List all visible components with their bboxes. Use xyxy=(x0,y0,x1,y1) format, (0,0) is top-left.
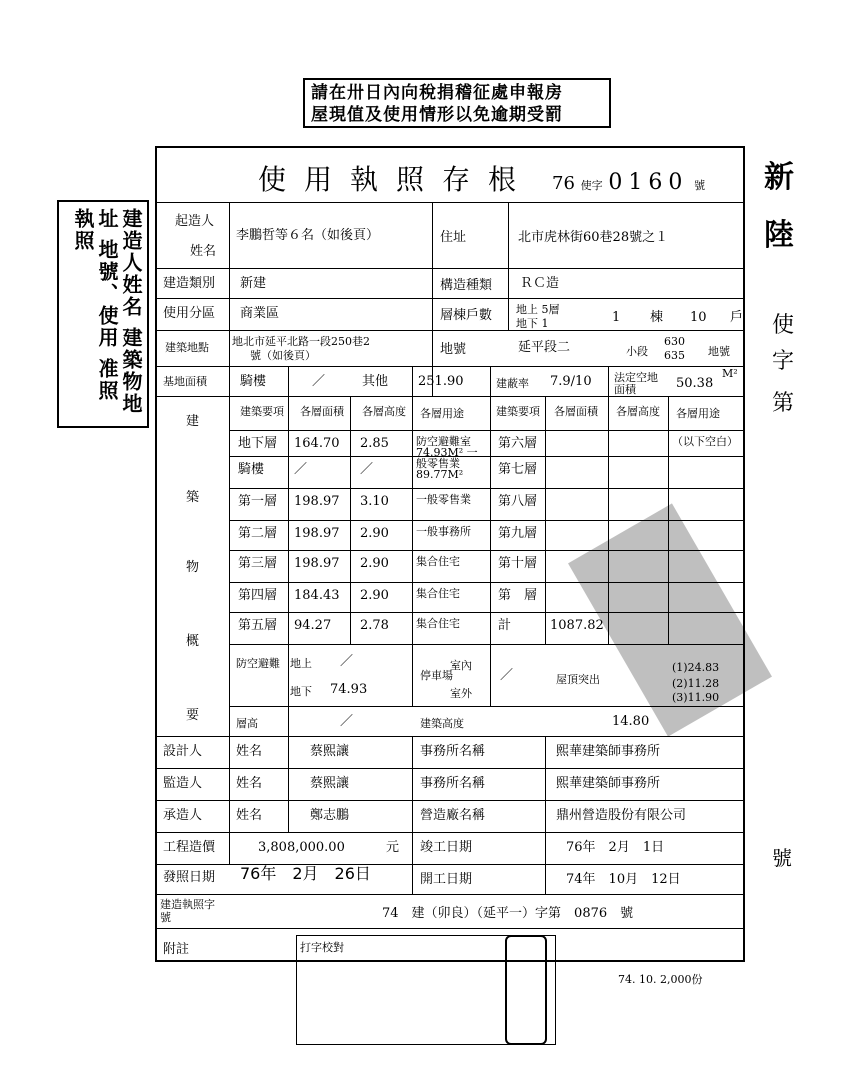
supervisor-name: 蔡熙讓 xyxy=(310,776,350,791)
office-label: 事務所名稱 xyxy=(420,776,486,791)
col-header: 建築要項 xyxy=(240,405,284,418)
col-header: 建築要項 xyxy=(496,405,540,418)
address-label: 住址 xyxy=(440,230,467,245)
coverage-label: 建蔽率 xyxy=(496,377,529,390)
lot-label: 地號 xyxy=(440,342,467,357)
finish-label: 竣工日期 xyxy=(420,840,473,855)
site-label: 建築地點 xyxy=(165,341,209,354)
table-cell: ／ xyxy=(360,462,374,477)
permit-label: 建造執照字號 xyxy=(160,898,215,924)
lot-2: 635 xyxy=(664,349,685,362)
site-address2: 號（如後頁） xyxy=(250,349,316,362)
supervisor-label: 監造人 xyxy=(163,776,203,791)
margin-char: 號 xyxy=(772,846,792,870)
table-cell: 第七層 xyxy=(498,462,538,477)
bheight-label: 建築高度 xyxy=(420,717,464,730)
table-cell: ／ xyxy=(294,462,308,477)
company-name: 鼎州營造股份有限公司 xyxy=(556,808,687,823)
office-label: 事務所名稱 xyxy=(420,744,486,759)
table-cell: 第六層 xyxy=(498,436,538,451)
official-stamp xyxy=(505,935,547,1045)
permit-year: 76 xyxy=(552,173,575,194)
structure-label: 構造種類 xyxy=(440,278,493,293)
roof-label: 屋頂突出 xyxy=(556,673,600,686)
table-cell: 3.10 xyxy=(360,494,389,509)
applicant-address: 北市虎林街60巷28號之１ xyxy=(518,230,669,245)
site-address: 地北市延平北路一段250巷2 xyxy=(232,335,370,348)
table-cell: 地下層 xyxy=(238,436,278,451)
cost-value: 3,808,000.00 xyxy=(258,840,345,855)
form-title: 使用執照存根 xyxy=(258,163,535,196)
table-cell: 1087.82 xyxy=(550,618,604,633)
area-label: 基地面積 xyxy=(163,375,207,388)
build-type: 新建 xyxy=(240,276,267,291)
above-label: 地上 xyxy=(290,657,312,670)
designer-office: 熙華建築師事務所 xyxy=(556,744,661,759)
tax-notice xyxy=(303,78,611,128)
height-label: 層高 xyxy=(236,717,258,730)
building-unit: 棟 xyxy=(650,310,664,325)
open-label: 法定空地面積 xyxy=(614,371,658,396)
tax-notice-line1: 請在卅日內向稅捐稽征處申報房 xyxy=(311,83,563,103)
name-label: 姓名 xyxy=(236,776,263,791)
table-cell: 集合住宅 xyxy=(416,617,460,630)
table-cell: 騎樓 xyxy=(238,462,265,477)
floors-below: 地下 1 xyxy=(516,317,549,330)
arcade-label: 騎樓 xyxy=(240,374,267,389)
bheight-value: 14.80 xyxy=(612,714,650,729)
cost-unit: 元 xyxy=(386,840,400,855)
seal-label: 打字校對 xyxy=(300,941,344,954)
col-header: 各層用途 xyxy=(676,407,720,420)
name-label: 姓名 xyxy=(236,808,263,823)
side-note-line: 地號、使用 xyxy=(95,238,119,349)
col-header: 各層高度 xyxy=(616,405,660,418)
cost-label: 工程造價 xyxy=(163,840,216,855)
contractor-label: 承造人 xyxy=(163,808,203,823)
margin-char: 新 xyxy=(764,160,794,195)
table-cell: 一般事務所 xyxy=(416,525,471,538)
table-cell: 一般零售業 xyxy=(416,493,471,506)
table-cell: 集合住宅 xyxy=(416,555,460,568)
zone-label: 使用分區 xyxy=(163,306,216,321)
build-type-label: 建造類別 xyxy=(163,276,216,291)
col-header: 各層用途 xyxy=(420,407,464,420)
open-value: 50.38 xyxy=(676,376,714,391)
permit-ref: 74 建（卯良）（延平一）字第 0876 號 xyxy=(382,906,634,921)
indoor-label: 室內 xyxy=(450,659,472,672)
table-cell: 第 層 xyxy=(498,588,538,603)
table-cell: 198.97 xyxy=(294,526,340,541)
table-cell: （以下空白） xyxy=(672,435,738,448)
table-cell: 184.43 xyxy=(294,588,340,603)
table-cell: 94.27 xyxy=(294,618,332,633)
col-header: 各層面積 xyxy=(554,405,598,418)
table-cell: 198.97 xyxy=(294,556,340,571)
permit-char: 使字 xyxy=(580,179,603,192)
outdoor-label: 室外 xyxy=(450,687,472,700)
side-char: 概 xyxy=(186,634,200,649)
height-value: ／ xyxy=(340,714,354,729)
issue-date: 76年 2月 26日 xyxy=(240,864,371,883)
side-char: 築 xyxy=(186,490,200,505)
issue-label: 發照日期 xyxy=(163,870,216,885)
margin-char: 使 xyxy=(772,313,795,338)
applicant-label2: 姓名 xyxy=(190,244,217,259)
zone: 商業區 xyxy=(240,306,280,321)
supervisor-office: 熙華建築師事務所 xyxy=(556,776,661,791)
roof-value: (2)11.28 xyxy=(672,677,720,690)
floors-above: 地上 5層 xyxy=(516,303,560,316)
side-note xyxy=(57,200,149,428)
unit-unit: 戶 xyxy=(730,310,744,325)
table-cell: 第四層 xyxy=(238,588,278,603)
table-cell: 第五層 xyxy=(238,618,278,633)
contractor-name: 鄭志鵬 xyxy=(310,808,350,823)
table-cell: 164.70 xyxy=(294,436,340,451)
remarks-label: 附註 xyxy=(163,942,190,957)
side-char: 物 xyxy=(186,560,200,575)
building-count: 1 xyxy=(612,310,621,325)
other-label: 其他 xyxy=(362,374,389,389)
unit-count: 10 xyxy=(690,310,707,325)
designer-name: 蔡熙讓 xyxy=(310,744,350,759)
arcade-value: ／ xyxy=(312,374,326,389)
table-cell: 計 xyxy=(498,618,512,633)
subsection: 小段 xyxy=(626,345,648,358)
table-cell: 2.90 xyxy=(360,588,389,603)
side-note-line: 建築物地址 xyxy=(95,208,143,415)
start-label: 開工日期 xyxy=(420,872,473,887)
table-cell: 第八層 xyxy=(498,494,538,509)
side-char: 建 xyxy=(186,414,200,429)
margin-char: 字 xyxy=(772,349,795,374)
table-cell: 第一層 xyxy=(238,494,278,509)
roof-value: (3)11.90 xyxy=(672,691,720,704)
other-value: 251.90 xyxy=(418,374,464,389)
roof-value: (1)24.83 xyxy=(672,661,720,674)
structure: ＲＣ造 xyxy=(520,276,560,291)
side-note-line: 建造人姓名 xyxy=(119,208,143,318)
side-note-line: 准照執照 xyxy=(71,208,119,402)
col-header: 各層高度 xyxy=(362,405,406,418)
tax-notice-line2: 屋現值及使用情形以免逾期受罰 xyxy=(311,105,563,125)
parking-value: ／ xyxy=(500,668,514,683)
below-value: 74.93 xyxy=(330,682,368,697)
applicant-name: 李鵬哲等６名（如後頁） xyxy=(236,228,380,243)
table-cell: 第九層 xyxy=(498,526,538,541)
start-date: 74年 10月 12日 xyxy=(566,872,681,887)
table-cell: 集合住宅 xyxy=(416,587,460,600)
lot-1: 630 xyxy=(664,335,685,348)
col-header: 各層面積 xyxy=(300,405,344,418)
permit-suffix: 號 xyxy=(694,179,706,192)
table-cell: 2.90 xyxy=(360,556,389,571)
table-cell: 防空避難室74.93M² 一般零售業89.77M² xyxy=(416,435,478,481)
coverage: 7.9/10 xyxy=(550,374,592,389)
margin-char: 第 xyxy=(772,391,795,416)
margin-char: 陸 xyxy=(764,218,794,253)
print-run: 74. 10. 2,000份 xyxy=(618,973,703,986)
finish-date: 76年 2月 1日 xyxy=(566,840,665,855)
above-value: ／ xyxy=(340,654,354,669)
table-cell: 第二層 xyxy=(238,526,278,541)
table-cell: 2.78 xyxy=(360,618,389,633)
table-cell: 198.97 xyxy=(294,494,340,509)
permit-digits: 0160 xyxy=(608,170,689,195)
name-label: 姓名 xyxy=(236,744,263,759)
table-cell: 第十層 xyxy=(498,556,538,571)
designer-label: 設計人 xyxy=(163,744,203,759)
floors-label: 層棟戶數 xyxy=(440,308,493,323)
table-cell: 第三層 xyxy=(238,556,278,571)
district: 延平段二 xyxy=(518,340,571,355)
permit-number xyxy=(552,170,705,195)
parking-label: 停車場 xyxy=(420,669,453,682)
area-unit: M² xyxy=(722,367,738,380)
below-label: 地下 xyxy=(290,685,312,698)
applicant-label: 起造人 xyxy=(175,214,215,229)
shelter-label: 防空避難 xyxy=(236,657,280,670)
table-cell: 2.90 xyxy=(360,526,389,541)
company-label: 營造廠名稱 xyxy=(420,808,486,823)
table-cell: 2.85 xyxy=(360,436,389,451)
side-char: 要 xyxy=(186,708,200,723)
lot-suffix: 地號 xyxy=(708,345,730,358)
